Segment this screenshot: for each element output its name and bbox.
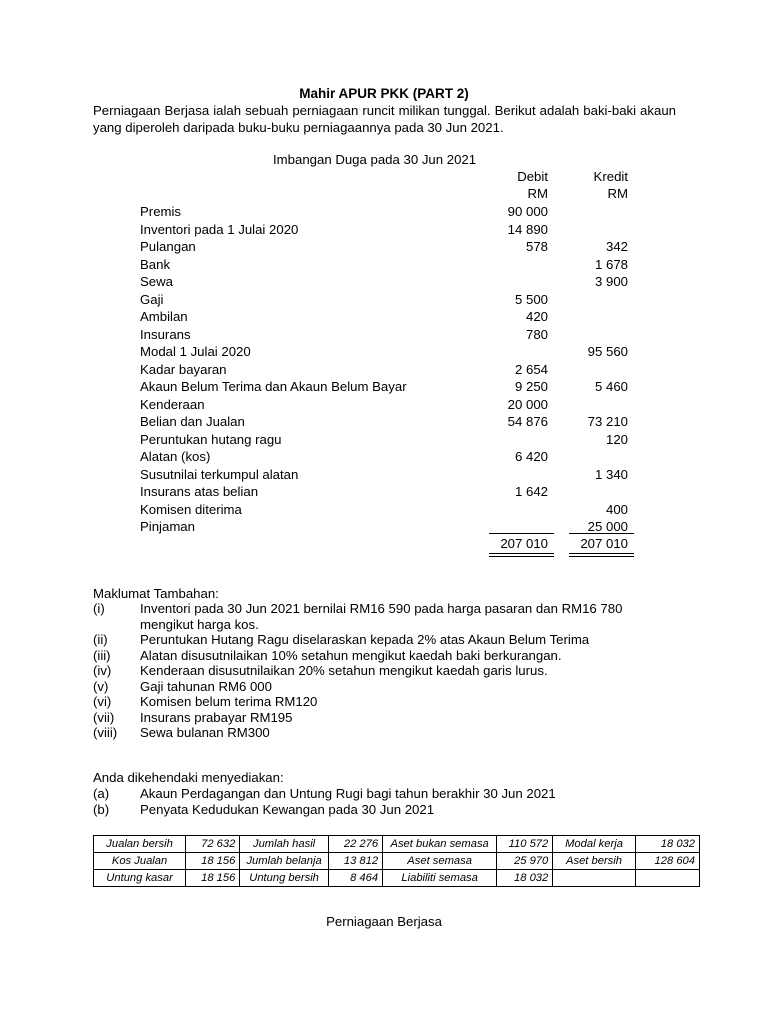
requirements-heading: Anda dikehendaki menyediakan: bbox=[93, 770, 284, 785]
trial-balance-row bbox=[0, 343, 768, 360]
summary-label-cell: Liabiliti semasa bbox=[383, 870, 497, 887]
additional-item-number: (v) bbox=[93, 678, 109, 694]
account-name: Pulangan bbox=[140, 239, 196, 254]
additional-item-text: Komisen belum terima RM120 bbox=[140, 694, 318, 709]
credit-currency-label: RM bbox=[607, 186, 628, 201]
additional-item-text: Sewa bulanan RM300 bbox=[140, 725, 270, 740]
trial-balance-row bbox=[0, 308, 768, 325]
summary-value-cell: 18 032 bbox=[635, 836, 699, 853]
summary-value-cell: 22 276 bbox=[328, 836, 382, 853]
credit-column-header: Kredit bbox=[593, 169, 628, 184]
account-name: Peruntukan hutang ragu bbox=[140, 431, 282, 447]
credit-double-rule-bottom bbox=[569, 556, 634, 557]
debit-amount: 780 bbox=[525, 326, 548, 342]
trial-balance-row bbox=[0, 378, 768, 395]
trial-balance-row bbox=[0, 431, 768, 448]
credit-double-rule-top bbox=[569, 553, 634, 554]
account-name: Insurans atas belian bbox=[140, 484, 259, 499]
credit-amount: 95 560 bbox=[587, 344, 628, 359]
summary-value-cell: 25 970 bbox=[497, 853, 553, 870]
footer-business-name: Perniagaan Berjasa bbox=[326, 914, 442, 929]
additional-item-number: (vi) bbox=[93, 694, 112, 709]
trial-balance-row bbox=[0, 238, 768, 255]
credit-amount: 120 bbox=[605, 431, 628, 447]
trial-balance-heading: Imbangan Duga pada 30 Jun 2021 bbox=[273, 152, 477, 167]
summary-label-cell: Kos Jualan bbox=[94, 853, 186, 870]
trial-balance-row bbox=[0, 203, 768, 220]
summary-label-cell bbox=[553, 870, 636, 887]
credit-amount: 3 900 bbox=[594, 274, 628, 289]
summary-value-cell: 13 812 bbox=[328, 853, 382, 870]
summary-value-cell: 18 156 bbox=[186, 870, 240, 887]
summary-label-cell: Modal kerja bbox=[553, 836, 636, 853]
debit-amount: 54 876 bbox=[507, 414, 548, 429]
trial-balance-row bbox=[0, 501, 768, 518]
total-credit: 207 010 bbox=[580, 536, 628, 551]
credit-amount: 25 000 bbox=[587, 519, 628, 534]
debit-currency-label: RM bbox=[527, 186, 548, 201]
additional-item-text: Gaji tahunan RM6 000 bbox=[140, 678, 272, 694]
debit-amount: 20 000 bbox=[507, 396, 548, 412]
account-name: Kenderaan bbox=[140, 396, 205, 412]
summary-value-cell: 8 464 bbox=[328, 870, 382, 887]
summary-value-cell: 18 156 bbox=[186, 853, 240, 870]
account-name: Ambilan bbox=[140, 309, 188, 324]
credit-amount: 1 678 bbox=[594, 256, 628, 272]
credit-subtotal-rule bbox=[569, 533, 634, 534]
debit-amount: 9 250 bbox=[514, 379, 548, 394]
trial-balance-row bbox=[0, 291, 768, 308]
credit-amount: 73 210 bbox=[587, 414, 628, 429]
answer-summary-table bbox=[93, 835, 700, 887]
account-name: Kadar bayaran bbox=[140, 361, 227, 377]
trial-balance-row bbox=[0, 483, 768, 500]
debit-amount: 5 500 bbox=[514, 291, 548, 307]
account-name: Inventori pada 1 Julai 2020 bbox=[140, 221, 299, 237]
trial-balance-row bbox=[0, 413, 768, 430]
summary-label-cell: Aset bersih bbox=[553, 853, 636, 870]
summary-label-cell: Aset bukan semasa bbox=[383, 836, 497, 853]
additional-item-number: (iv) bbox=[93, 663, 112, 678]
debit-column-header: Debit bbox=[517, 169, 548, 184]
additional-item-continuation: mengikut harga kos. bbox=[140, 616, 259, 632]
account-name: Bank bbox=[140, 256, 171, 272]
requirement-text: Akaun Perdagangan dan Untung Rugi bagi tahun berakhir 30 Jun 2021 bbox=[140, 786, 556, 801]
additional-item-number: (ii) bbox=[93, 632, 108, 647]
debit-amount: 578 bbox=[525, 239, 548, 254]
additional-item-text: Kenderaan disusutnilaikan 20% setahun mengikut kaedah garis lurus. bbox=[140, 663, 548, 678]
additional-info-heading: Maklumat Tambahan: bbox=[93, 586, 219, 601]
credit-amount: 1 340 bbox=[594, 466, 628, 482]
credit-amount: 400 bbox=[605, 501, 628, 517]
requirement-text: Penyata Kedudukan Kewangan pada 30 Jun 2021 bbox=[140, 801, 435, 817]
debit-amount: 6 420 bbox=[514, 449, 548, 464]
additional-item-number: (vii) bbox=[93, 709, 115, 725]
summary-label-cell: Untung kasar bbox=[94, 870, 186, 887]
summary-label-cell: Jumlah belanja bbox=[240, 853, 328, 870]
debit-subtotal-rule bbox=[489, 533, 554, 534]
debit-amount: 90 000 bbox=[507, 204, 548, 219]
total-debit: 207 010 bbox=[500, 536, 548, 551]
summary-value-cell: 72 632 bbox=[186, 836, 240, 853]
additional-item-text: Inventori pada 30 Jun 2021 bernilai RM16 590 pada harga pasaran dan RM16 780 bbox=[140, 601, 623, 616]
credit-amount: 5 460 bbox=[594, 379, 628, 394]
credit-amount: 342 bbox=[605, 239, 628, 254]
summary-label-cell: Aset semasa bbox=[383, 853, 497, 870]
account-name: Sewa bbox=[140, 274, 173, 289]
trial-balance-row bbox=[0, 518, 768, 535]
account-name: Gaji bbox=[140, 291, 164, 307]
summary-label-cell: Untung bersih bbox=[240, 870, 328, 887]
account-name: Pinjaman bbox=[140, 519, 195, 534]
account-name: Alatan (kos) bbox=[140, 449, 211, 464]
account-name: Komisen diterima bbox=[140, 501, 242, 517]
debit-amount: 1 642 bbox=[514, 484, 548, 499]
summary-label-cell: Jualan bersih bbox=[94, 836, 186, 853]
summary-row bbox=[94, 836, 700, 853]
additional-item-number: (iii) bbox=[93, 647, 111, 663]
account-name: Susutnilai terkumpul alatan bbox=[140, 466, 299, 482]
account-name: Modal 1 Julai 2020 bbox=[140, 344, 251, 359]
debit-double-rule-top bbox=[489, 553, 554, 554]
requirement-number: (a) bbox=[93, 786, 110, 801]
account-name: Insurans bbox=[140, 326, 191, 342]
additional-item-number: (i) bbox=[93, 601, 105, 616]
trial-balance-row bbox=[0, 326, 768, 343]
additional-item-text: Peruntukan Hutang Ragu diselaraskan kepada 2% atas Akaun Belum Terima bbox=[140, 632, 590, 647]
account-name: Premis bbox=[140, 204, 182, 219]
trial-balance-row bbox=[0, 466, 768, 483]
debit-amount: 2 654 bbox=[514, 361, 548, 377]
summary-value-cell bbox=[635, 870, 699, 887]
additional-item-text: Insurans prabayar RM195 bbox=[140, 709, 293, 725]
debit-amount: 420 bbox=[525, 309, 548, 324]
debit-double-rule-bottom bbox=[489, 556, 554, 557]
trial-balance-row bbox=[0, 221, 768, 238]
additional-item-text: Alatan disusutnilaikan 10% setahun mengikut kaedah baki berkurangan. bbox=[140, 647, 562, 663]
trial-balance-row bbox=[0, 256, 768, 273]
debit-amount: 14 890 bbox=[507, 221, 548, 237]
summary-value-cell: 110 572 bbox=[497, 836, 553, 853]
account-name: Belian dan Jualan bbox=[140, 414, 245, 429]
account-name: Akaun Belum Terima dan Akaun Belum Bayar bbox=[140, 379, 407, 394]
summary-value-cell: 18 032 bbox=[497, 870, 553, 887]
summary-row bbox=[94, 853, 700, 870]
summary-row bbox=[94, 870, 700, 887]
additional-item-number: (viii) bbox=[93, 725, 118, 740]
trial-balance-row bbox=[0, 396, 768, 413]
trial-balance-row bbox=[0, 448, 768, 465]
summary-value-cell: 128 604 bbox=[635, 853, 699, 870]
document-title: Mahir APUR PKK (PART 2) bbox=[299, 86, 469, 101]
trial-balance-row bbox=[0, 273, 768, 290]
requirement-number: (b) bbox=[93, 801, 110, 817]
summary-label-cell: Jumlah hasil bbox=[240, 836, 328, 853]
trial-balance-row bbox=[0, 361, 768, 378]
intro-paragraph: Perniagaan Berjasa ialah sebuah perniagaan runcit milikan tunggal. Berikut adalah baki-baki akaun yang diperoleh daripada buku-buku perniagaannya pada 30 Jun 2021. bbox=[93, 103, 676, 135]
